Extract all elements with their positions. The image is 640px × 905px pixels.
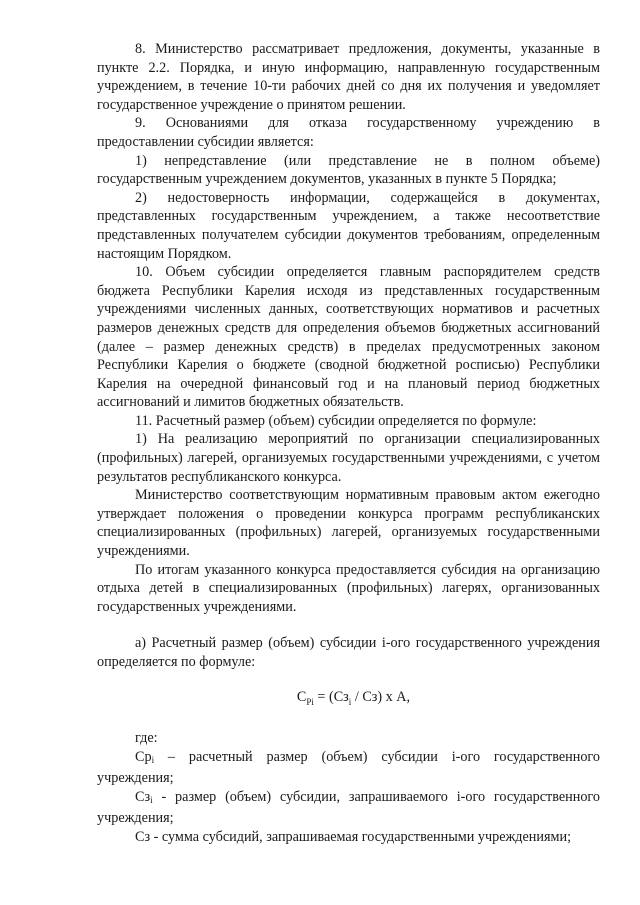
definition-cp-subscript: i	[151, 754, 155, 765]
definition-cp-text: – расчетный размер (объем) субсидии i-ого государственного учреждения;	[97, 748, 600, 787]
paragraph-11: 11. Расчетный размер (объем) субсидии определяется по формуле:	[135, 412, 537, 429]
formula	[97, 688, 600, 711]
document-page	[97, 40, 600, 847]
definition-czi-subscript: i	[150, 794, 153, 805]
paragraph-11-item-1: 1) На реализацию мероприятий по организации специализированных (профильных) лагерей, организуемых государственными учреждениями, с учетом результатов республиканского конкурса.	[97, 431, 600, 485]
definition-cp	[97, 748, 600, 788]
paragraph-9-item-2: 2) недостоверность информации, содержащейся в документах, представленных государственным учреждением, а также несоответствие представленных получателем субсидии документов требованиям, определенным настоящим Порядком.	[97, 189, 600, 262]
paragraph-10: 10. Объем субсидии определяется главным распорядителем средств бюджета Республики Карелия исходя из представленных государственным учреждениями численных данных, соответствующих нормативов и расчетных размеров денежных средств для определения объемов бюджетных ассигнований (далее – размер денежных средств) в пределах предусмотренных законом Республики Карелия о бюджете (сводной бюджетной росписью) Республики Карелия на очередной финансовый год и на плановый период бюджетных ассигнований и лимитов бюджетных обязательств.	[97, 264, 600, 411]
paragraph-9-item-1: 1) непредставление (или представление не в полном объеме) государственным учреждением документов, указанных в пункте 5 Порядка;	[97, 152, 600, 188]
spacer	[97, 616, 600, 634]
definition-cz: Сз - сумма субсидий, запрашиваемая государственными учреждениями;	[135, 828, 572, 845]
formula-eq: = (Сз	[313, 688, 349, 705]
formula-lhs: С	[296, 688, 307, 705]
paragraph-9: 9. Основаниями для отказа государственному учреждению в предоставлении субсидии является:	[97, 115, 600, 150]
where-label: где:	[135, 730, 158, 747]
definition-czi-text: - размер (объем) субсидии, запрашиваемого i-ого государственного учреждения;	[97, 788, 600, 827]
spacer	[97, 711, 600, 729]
formula-eq-subscript: i	[348, 696, 352, 707]
definition-czi	[97, 788, 600, 828]
paragraph-11-contest: По итогам указанного конкурса предоставляется субсидия на организацию отдыха детей в специализированных (профильных) лагерях, организованных государственных учреждениями.	[97, 561, 600, 615]
definition-cp-symbol: Ср	[135, 748, 152, 765]
formula-lhs-subscript: Pi	[306, 696, 314, 707]
paragraph-11-ministry: Министерство соответствующим нормативным правовым актом ежегодно утверждает положения о проведении конкурса программ республиканских специализированных (профильных) лагерей, организуемых государственными учреждениями.	[97, 487, 600, 560]
paragraph-a: а) Расчетный размер (объем) субсидии i-ого государственного учреждения определяется по формуле:	[97, 635, 600, 670]
definition-czi-symbol: Сз	[135, 788, 151, 805]
formula-rhs: / Сз) х А,	[351, 688, 411, 705]
paragraph-8: 8. Министерство рассматривает предложения, документы, указанные в пункте 2.2. Порядка, и иную информацию, направленную государственным учреждением, в течение 10-ти рабочих дней со дня их получения и уведомляет государственное учреждение о принятом решении.	[97, 41, 600, 113]
